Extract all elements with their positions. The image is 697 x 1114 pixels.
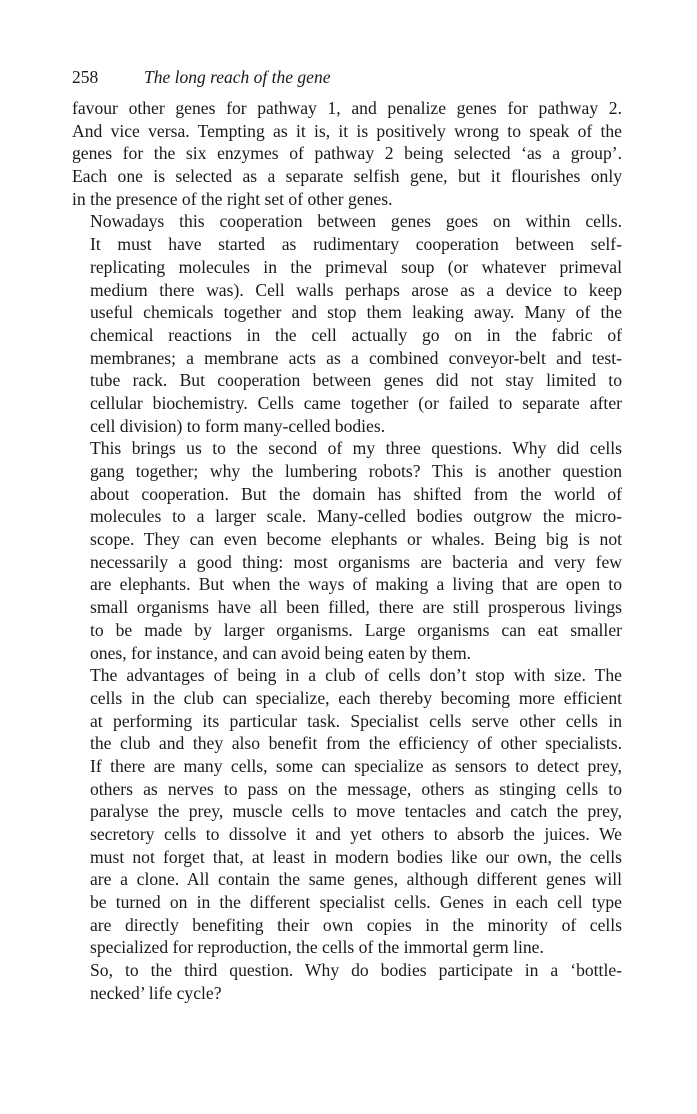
running-title: The long reach of the gene	[144, 67, 331, 87]
paragraph-3: This brings us to the second of my three questions. Why did cells gang together; why the lumbering robots? This is another question about cooperation. But the domain has shifted from the world of molecules to a larger scale. Many-celled bodies outgrow the micro- scope. They can even become elephants or whales. Being big is not necessarily a good thing: most organisms are bacteria and very few are elephants. But when the ways of making a living that are open to small organisms have all been filled, there are still prosperous livings to be made by larger organisms. Large organisms can eat smaller ones, for instance, and can avoid being eaten by them.	[90, 438, 622, 663]
paragraph-1: favour other genes for pathway 1, and penalize genes for pathway 2. And vice versa. Tempting as it is, it is positively wrong to speak of the genes for the six enzymes of pathway 2 being selected ‘as a group’. Each one is selected as a separate selfish gene, but it flourishes only in the presence of the right set of other genes.	[72, 98, 622, 209]
paragraph-2: Nowadays this cooperation between genes goes on within cells. It must have started as rudimentary cooperation between self- replicating molecules in the primeval soup (or whatever primeval medium there was). Cell walls perhaps arose as a device to keep useful chemicals together and stop them leaking away. Many of the chemical reactions in the cell actually go on in the fabric of membranes; a membrane acts as a combined conveyor-belt and test- tube rack. But cooperation between genes did not stay limited to cellular biochemistry. Cells came together (or failed to separate after cell division) to form many-celled bodies.	[90, 211, 622, 436]
paragraph-4: The advantages of being in a club of cells don’t stop with size. The cells in the club can specialize, each thereby becoming more efficient at performing its particular task. Specialist cells serve other cells in the club and they also benefit from the efficiency of other specialists. If there are many cells, some can specialize as sensors to detect prey, others as nerves to pass on the message, others as stinging cells to paralyse the prey, muscle cells to move tentacles and catch the prey, secretory cells to dissolve it and yet others to absorb the juices. We must not forget that, at least in modern bodies like our own, the cells are a clone. All contain the same genes, although different genes will be turned on in the different specialist cells. Genes in each cell type are directly benefiting their own copies in the minority of cells specialized for reproduction, the cells of the immortal germ line.	[90, 665, 622, 958]
book-page	[72, 66, 622, 1005]
page-number: 258	[72, 67, 99, 87]
paragraph-5: So, to the third question. Why do bodies participate in a ‘bottle- necked’ life cycle?	[90, 960, 622, 1003]
running-head	[72, 66, 622, 88]
body-text	[72, 97, 622, 1005]
